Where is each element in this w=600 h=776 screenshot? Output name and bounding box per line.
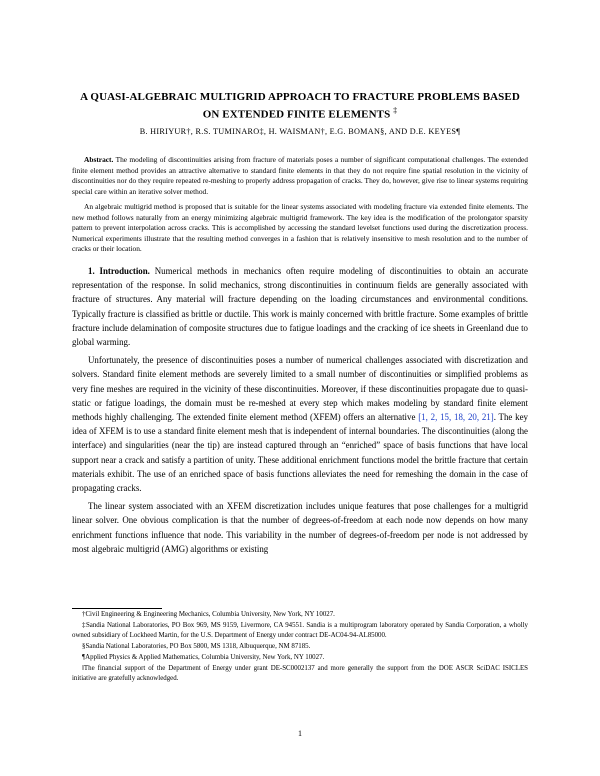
footnotes: [72, 610, 528, 685]
footnote-item: ‖The financial support of the Department of Energy under grant DE-SC0002137 and more generally the support from the DOE ASCR SciDAC ISICLES initiative are gratefully acknowledged.: [72, 664, 528, 683]
intro-paragraph-1: [72, 264, 528, 349]
title-line-1: A QUASI-ALGEBRAIC MULTIGRID APPROACH TO FRACTURE PROBLEMS BASED: [80, 91, 520, 103]
abstract: [72, 155, 528, 260]
section-heading: 1. Introduction.: [88, 266, 150, 276]
title-footnote-mark: ‡: [393, 106, 398, 115]
footnote-item: ‡Sandia National Laboratories, PO Box 969, MS 9159, Livermore, CA 94551. Sandia is a multiprogram laboratory operated by Sandia Corporation, a wholly owned subsidiary of Lockheed Martin, for the U.S. Department of Energy under contract DE-AC04-94-AL85000.: [72, 621, 528, 640]
abstract-paragraph-1: [72, 155, 528, 197]
page-number: 1: [298, 729, 302, 738]
intro-paragraph-2: [72, 353, 528, 495]
abstract-text-1: The modeling of discontinuities arising from fracture of materials poses a number of significant computational challenges. The extended finite element method provides an attractive alternative to standard finite elements in that they do not require fine spatial resolution in the vicinity of discontinuities nor do they require repeated re-meshing to properly address propagation of cracks. They do, however, give rise to linear systems requiring special care within an iterative solver method.: [72, 155, 528, 196]
intro-text-2a: Unfortunately, the presence of discontinuities poses a number of numerical challenges associated with discretization and solvers. Standard finite element methods are severely limited to a small number of discontinuities or simplified problems as very fine meshes are required in the vicinity of these discontinuities. Moreover, if these discontinuities propagate due to quasi-static or fatigue loadings, the domain must be re-meshed at every step which makes modeling by standard finite element methods highly challenging. The extended finite element method (XFEM) offers an alternative: [72, 355, 528, 423]
footnote-item: §Sandia National Laboratories, PO Box 5800, MS 1318, Albuquerque, NM 87185.: [82, 643, 311, 651]
footnote-rule: [72, 608, 162, 609]
abstract-label: Abstract.: [84, 155, 114, 164]
abstract-paragraph-2: An algebraic multigrid method is proposed that is suitable for the linear systems associated with modeling fracture via extended finite elements. The new method follows naturally from an energy minimizing algebraic multigrid framework. The key idea is the modification of the prolongator sparsity pattern to prevent interpolation across cracks. This is accomplished by accessing the standard levelset functions used during the discretization process. Numerical experiments illustrate that the resulting method converges in a fashion that is relatively insensitive to mesh resolution and to the number of cracks or their location.: [72, 202, 528, 253]
paper-title: [60, 90, 540, 122]
title-line-2-text: ON EXTENDED FINITE ELEMENTS: [202, 108, 394, 121]
intro-text-2b: . The key idea of XFEM is to use a standard finite element mesh that is independent of internal boundaries. The discontinuities (along the interface) and singularities (near the tip) are instead captured through an “enriched” space of basis functions that have local support near a crack and satisfy a partition of unity. These additional enrichment functions model the brittle fracture that certain materials exhibit. The use of an enriched space of basis functions alleviates the need for remeshing the domain in the case of propagating cracks.: [72, 412, 528, 494]
footnote-item: ¶Applied Physics & Applied Mathematics, Columbia University, New York, NY 10027.: [82, 653, 325, 661]
author-list: B. HIRIYUR†, R.S. TUMINARO‡, H. WAISMAN†, E.G. BOMAN§, AND D.E. KEYES¶: [139, 127, 461, 136]
intro-paragraph-3: The linear system associated with an XFEM discretization includes unique features that pose challenges for a multigrid linear solver. One obvious complication is that the number of degrees-of-freedom at each node now depends on how many enrichment functions influence that node. This variability in the number of degrees-of-freedom per node is not addressed by most algebraic multigrid (AMG) algorithms or existing: [72, 501, 528, 554]
footnote-item: †Civil Engineering & Engineering Mechanics, Columbia University, New York, NY 10027.: [82, 611, 335, 618]
title-line-2: [60, 104, 540, 122]
citation-link[interactable]: [1, 2, 15, 18, 20, 21]: [418, 412, 494, 423]
introduction-section: [72, 264, 528, 560]
intro-text-1: Numerical methods in mechanics often require modeling of discontinuities to obtain an accurate representation of the response. In solid mechanics, strong discontinuities in continuum fields are generally associated with fracture of structures. Any material will fracture depending on the loading circumstances and environmental conditions. Typically fracture is classified as brittle or ductile. This work is mainly concerned with brittle fracture. Some examples of brittle fracture include delamination of composite structures due to fatigue loadings and the cracking of ice sheets in Greenland due to global warming.: [72, 266, 528, 348]
